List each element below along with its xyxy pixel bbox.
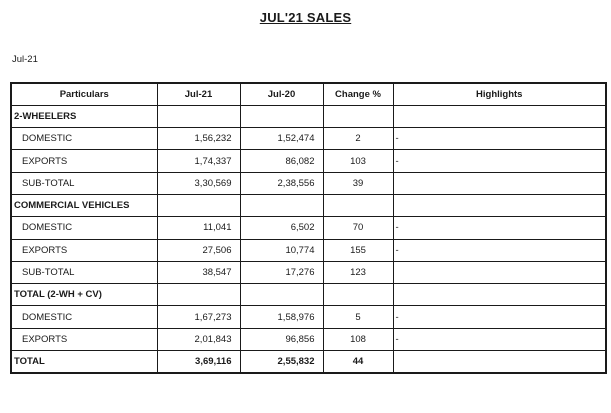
- row-label: SUB-TOTAL: [11, 172, 157, 194]
- table-row: [11, 172, 606, 194]
- total-row: [11, 351, 606, 373]
- change-value: 39: [323, 172, 393, 194]
- jul20-value: 1,52,474: [240, 128, 323, 150]
- jul20-value: 6,502: [240, 217, 323, 239]
- section-row: [11, 194, 606, 216]
- jul21-value: 3,30,569: [157, 172, 240, 194]
- highlight-value: -: [393, 306, 606, 328]
- table-row: [11, 217, 606, 239]
- row-label: EXPORTS: [11, 328, 157, 350]
- row-label: DOMESTIC: [11, 217, 157, 239]
- section-row: [11, 105, 606, 127]
- jul20-value: 86,082: [240, 150, 323, 172]
- section-title: COMMERCIAL VEHICLES: [11, 194, 157, 216]
- table-row: [11, 128, 606, 150]
- jul21-value: 2,01,843: [157, 328, 240, 350]
- highlight-value: [393, 261, 606, 283]
- total-highlight: [393, 351, 606, 373]
- total-change: 44: [323, 351, 393, 373]
- section-row: [11, 284, 606, 306]
- change-value: 2: [323, 128, 393, 150]
- header-highlights: Highlights: [393, 83, 606, 105]
- table-row: [11, 306, 606, 328]
- change-value: 108: [323, 328, 393, 350]
- change-value: 123: [323, 261, 393, 283]
- jul21-value: 38,547: [157, 261, 240, 283]
- table-row: [11, 261, 606, 283]
- jul21-value: 27,506: [157, 239, 240, 261]
- highlight-value: -: [393, 328, 606, 350]
- row-label: EXPORTS: [11, 150, 157, 172]
- table-row: [11, 239, 606, 261]
- highlight-value: -: [393, 217, 606, 239]
- header-row: [11, 83, 606, 105]
- change-value: 155: [323, 239, 393, 261]
- total-label: TOTAL: [11, 351, 157, 373]
- total-jul20: 2,55,832: [240, 351, 323, 373]
- date-label: Jul-21: [12, 54, 38, 65]
- row-label: DOMESTIC: [11, 306, 157, 328]
- jul20-value: 1,58,976: [240, 306, 323, 328]
- section-title: 2-WHEELERS: [11, 105, 157, 127]
- header-jul21: Jul-21: [157, 83, 240, 105]
- row-label: EXPORTS: [11, 239, 157, 261]
- table-row: [11, 328, 606, 350]
- jul20-value: 2,38,556: [240, 172, 323, 194]
- change-value: 5: [323, 306, 393, 328]
- change-value: 103: [323, 150, 393, 172]
- header-particulars: Particulars: [11, 83, 157, 105]
- header-jul20: Jul-20: [240, 83, 323, 105]
- change-value: 70: [323, 217, 393, 239]
- row-label: SUB-TOTAL: [11, 261, 157, 283]
- jul21-value: 1,67,273: [157, 306, 240, 328]
- header-change: Change %: [323, 83, 393, 105]
- sales-table: [10, 82, 607, 374]
- total-jul21: 3,69,116: [157, 351, 240, 373]
- jul20-value: 10,774: [240, 239, 323, 261]
- jul21-value: 11,041: [157, 217, 240, 239]
- jul21-value: 1,56,232: [157, 128, 240, 150]
- row-label: DOMESTIC: [11, 128, 157, 150]
- highlight-value: [393, 172, 606, 194]
- page-title: JUL'21 SALES: [259, 10, 352, 25]
- highlight-value: -: [393, 128, 606, 150]
- section-title: TOTAL (2-WH + CV): [11, 284, 157, 306]
- jul20-value: 96,856: [240, 328, 323, 350]
- table-row: [11, 150, 606, 172]
- jul20-value: 17,276: [240, 261, 323, 283]
- highlight-value: -: [393, 239, 606, 261]
- jul21-value: 1,74,337: [157, 150, 240, 172]
- highlight-value: -: [393, 150, 606, 172]
